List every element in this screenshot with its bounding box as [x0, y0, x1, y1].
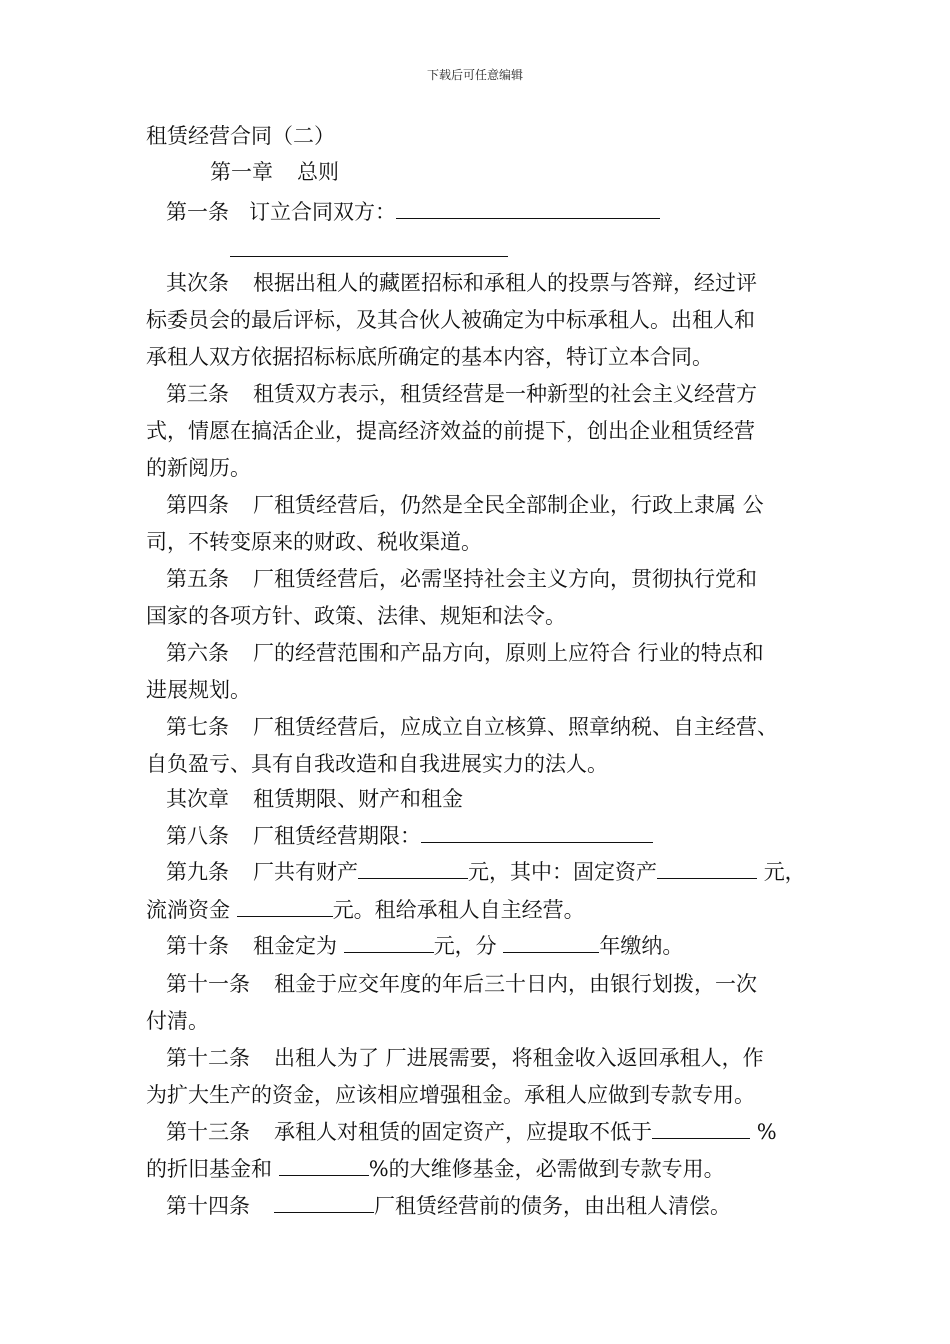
article-2 [166, 270, 757, 296]
article-4 [166, 492, 764, 518]
article-label: 第五条 [166, 567, 229, 591]
article-text: 元。租给承租人自主经营。 [332, 898, 585, 922]
article-text: 元， [763, 860, 806, 884]
lease-term-blank-field[interactable] [421, 822, 653, 843]
article-2-line3: 承租人双方依据招标标底所确定的基本内容，特订立本合同。 [146, 345, 713, 369]
article-3-line2: 式，情愿在搞活企业，提高经济效益的前提下，创出企业租赁经营 [146, 419, 755, 443]
article-7 [166, 714, 778, 740]
article-text: 承租人对租赁的固定资产，应提取不低于 [274, 1120, 652, 1144]
article-text: % [756, 1120, 777, 1144]
article-9 [166, 858, 806, 885]
depreciation-rate-blank-field[interactable] [652, 1118, 750, 1139]
chapter-name: 租赁期限、财产和租金 [253, 787, 463, 811]
article-label: 第九条 [166, 860, 229, 884]
article-14 [166, 1192, 731, 1219]
article-11 [166, 971, 757, 997]
article-text: 厂租赁经营前的债务，由出租人清偿。 [374, 1194, 731, 1218]
article-3 [166, 381, 757, 407]
payment-years-blank-field[interactable] [503, 932, 599, 953]
article-text: 租赁双方表示，租赁经营是一种新型的社会主义经营方 [253, 382, 757, 406]
article-text: 出租人为了 厂进展需要，将租金收入返回承租人，作 [274, 1046, 764, 1070]
article-3-line3: 的新阅历。 [146, 456, 251, 480]
article-text: 流淌资金 [146, 898, 230, 922]
chapter-2-heading [166, 786, 463, 812]
article-label: 第七条 [166, 715, 229, 739]
article-text: 厂租赁经营后，仍然是全民全部制企业，行政上隶属 公 [253, 493, 764, 517]
article-label: 其次条 [166, 271, 229, 295]
party-blank-field[interactable] [396, 198, 660, 219]
article-label: 第一条 [166, 200, 229, 224]
article-text: 元，分 [433, 934, 497, 958]
article-label: 第四条 [166, 493, 229, 517]
article-text: 租金定为 [253, 934, 337, 958]
article-label: 第十二条 [166, 1046, 250, 1070]
article-label: 第十一条 [166, 972, 250, 996]
article-4-line2: 司，不转变原来的财政、税收渠道。 [146, 530, 482, 554]
article-label: 第三条 [166, 382, 229, 406]
article-text: 厂共有财产 [253, 860, 358, 884]
article-text: 厂租赁经营后，必需坚持社会主义方向，贯彻执行党和 [253, 567, 757, 591]
article-9-line2 [146, 896, 585, 923]
article-label: 第八条 [166, 824, 229, 848]
article-5-line2: 国家的各项方针、政策、法律、规矩和法令。 [146, 604, 566, 628]
article-text: 根据出租人的藏匿招标和承租人的投票与答辩，经过评 [253, 271, 757, 295]
total-assets-blank-field[interactable] [358, 858, 468, 879]
article-text: 的折旧基金和 [146, 1157, 272, 1181]
article-text: 元，其中：固定资产 [468, 860, 657, 884]
article-label: 第十条 [166, 934, 229, 958]
article-text: 厂租赁经营期限： [253, 824, 421, 848]
article-12-line2: 为扩大生产的资金，应该相应增强租金。承租人应做到专款专用。 [146, 1083, 755, 1107]
article-7-line2: 自负盈亏、具有自我改造和自我进展实力的法人。 [146, 752, 608, 776]
document-title: 租赁经营合同（二） [146, 124, 335, 148]
chapter-name: 总则 [297, 160, 339, 184]
article-text: 厂租赁经营后，应成立自立核算、照章纳税、自主经营、 [253, 715, 778, 739]
article-12 [166, 1045, 764, 1071]
article-1 [166, 198, 660, 225]
repair-fund-rate-blank-field[interactable] [279, 1155, 369, 1176]
article-6 [166, 640, 764, 666]
article-text: 年缴纳。 [599, 934, 684, 958]
party-blank-field-2[interactable] [230, 236, 508, 257]
rent-amount-blank-field[interactable] [344, 932, 434, 953]
article-label: 第十四条 [166, 1194, 250, 1218]
factory-name-blank-field[interactable] [274, 1192, 374, 1213]
current-assets-blank-field[interactable] [237, 896, 333, 917]
article-text: 订立合同双方： [249, 200, 396, 224]
article-label: 第十三条 [166, 1120, 250, 1144]
article-text: %的大维修基金，必需做到专款专用。 [368, 1157, 725, 1181]
article-13-line2 [146, 1155, 725, 1182]
page-header: 下载后可任意编辑 [426, 68, 523, 82]
article-13 [166, 1118, 777, 1145]
article-5 [166, 566, 757, 592]
chapter-1-heading [210, 159, 339, 185]
article-1-line2 [230, 236, 508, 263]
article-10 [166, 932, 683, 959]
article-2-line2: 标委员会的最后评标，及其合伙人被确定为中标承租人。出租人和 [146, 308, 755, 332]
article-8 [166, 822, 653, 849]
article-text: 租金于应交年度的年后三十日内，由银行划拨，一次 [274, 972, 757, 996]
chapter-label: 第一章 [210, 160, 273, 184]
article-label: 第六条 [166, 641, 229, 665]
article-text: 厂的经营范围和产品方向，原则上应符合 行业的特点和 [253, 641, 764, 665]
fixed-assets-blank-field[interactable] [657, 858, 757, 879]
chapter-label: 其次章 [166, 787, 229, 811]
article-11-line2: 付清。 [146, 1009, 209, 1033]
article-6-line2: 进展规划。 [146, 678, 251, 702]
